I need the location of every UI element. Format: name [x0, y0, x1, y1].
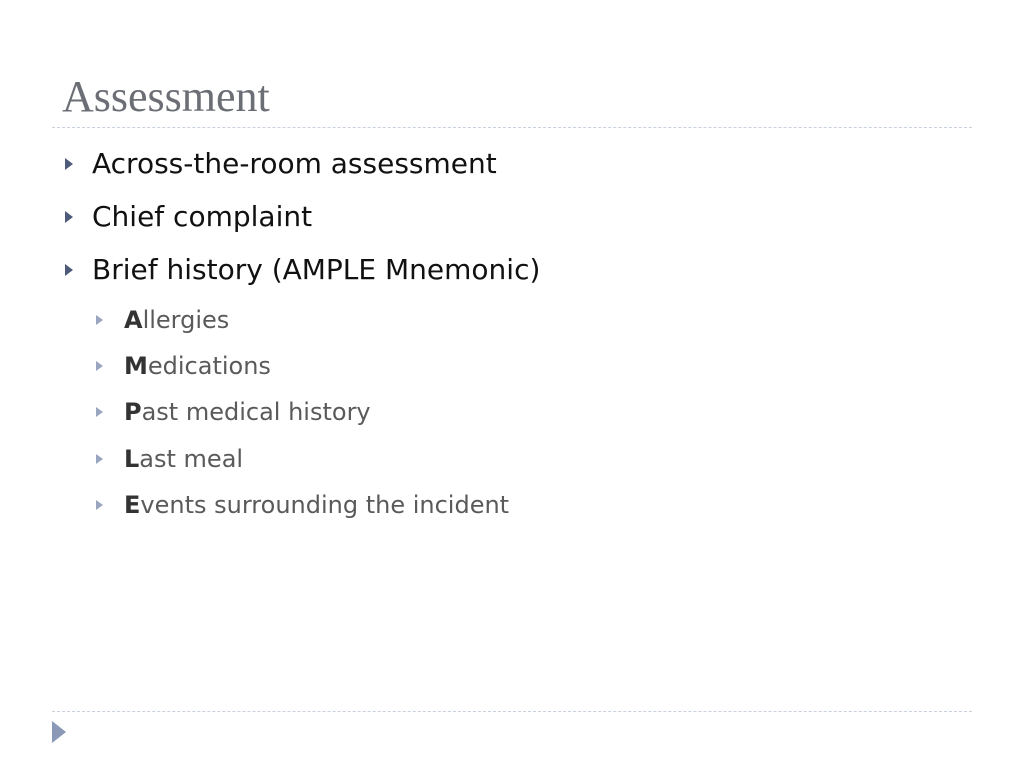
bullet-item [0, 197, 1024, 237]
bullet-arrow-icon [65, 211, 73, 223]
footer-divider [52, 711, 972, 712]
bullet-text: Across-the-room assessment [92, 147, 497, 180]
sub-bullet-item [0, 488, 1024, 522]
sub-bullet-arrow-icon [96, 407, 103, 417]
mnemonic-letter: A [124, 306, 143, 334]
slide-title: Assessment [62, 72, 270, 121]
sub-bullet-item [0, 395, 1024, 429]
mnemonic-rest: edications [147, 352, 271, 380]
bullet-text: Chief complaint [92, 200, 313, 233]
bullet-arrow-icon [65, 264, 73, 276]
title-divider [52, 127, 972, 128]
mnemonic-rest: ast medical history [141, 398, 371, 426]
sub-bullet-item [0, 349, 1024, 383]
sub-bullet-arrow-icon [96, 454, 103, 464]
sub-bullet-text [124, 349, 271, 383]
mnemonic-letter: P [124, 398, 142, 426]
bullet-item [0, 144, 1024, 184]
sub-bullet-text [124, 395, 371, 429]
sub-bullet-text [124, 442, 243, 476]
sub-bullet-arrow-icon [96, 500, 103, 510]
mnemonic-letter: L [124, 445, 140, 473]
sub-bullet-arrow-icon [96, 315, 103, 325]
sub-bullet-text [124, 303, 229, 337]
mnemonic-letter: E [124, 491, 141, 519]
mnemonic-rest: llergies [142, 306, 230, 334]
next-slide-icon[interactable] [52, 721, 66, 743]
sub-bullet-item [0, 442, 1024, 476]
sub-bullet-text [124, 488, 509, 522]
bullet-item [0, 250, 1024, 290]
bullet-arrow-icon [65, 158, 73, 170]
mnemonic-rest: ast meal [139, 445, 244, 473]
bullet-text: Brief history (AMPLE Mnemonic) [92, 253, 541, 286]
mnemonic-rest: vents surrounding the incident [140, 491, 510, 519]
sub-bullet-item [0, 303, 1024, 337]
mnemonic-letter: M [124, 352, 148, 380]
sub-bullet-arrow-icon [96, 361, 103, 371]
